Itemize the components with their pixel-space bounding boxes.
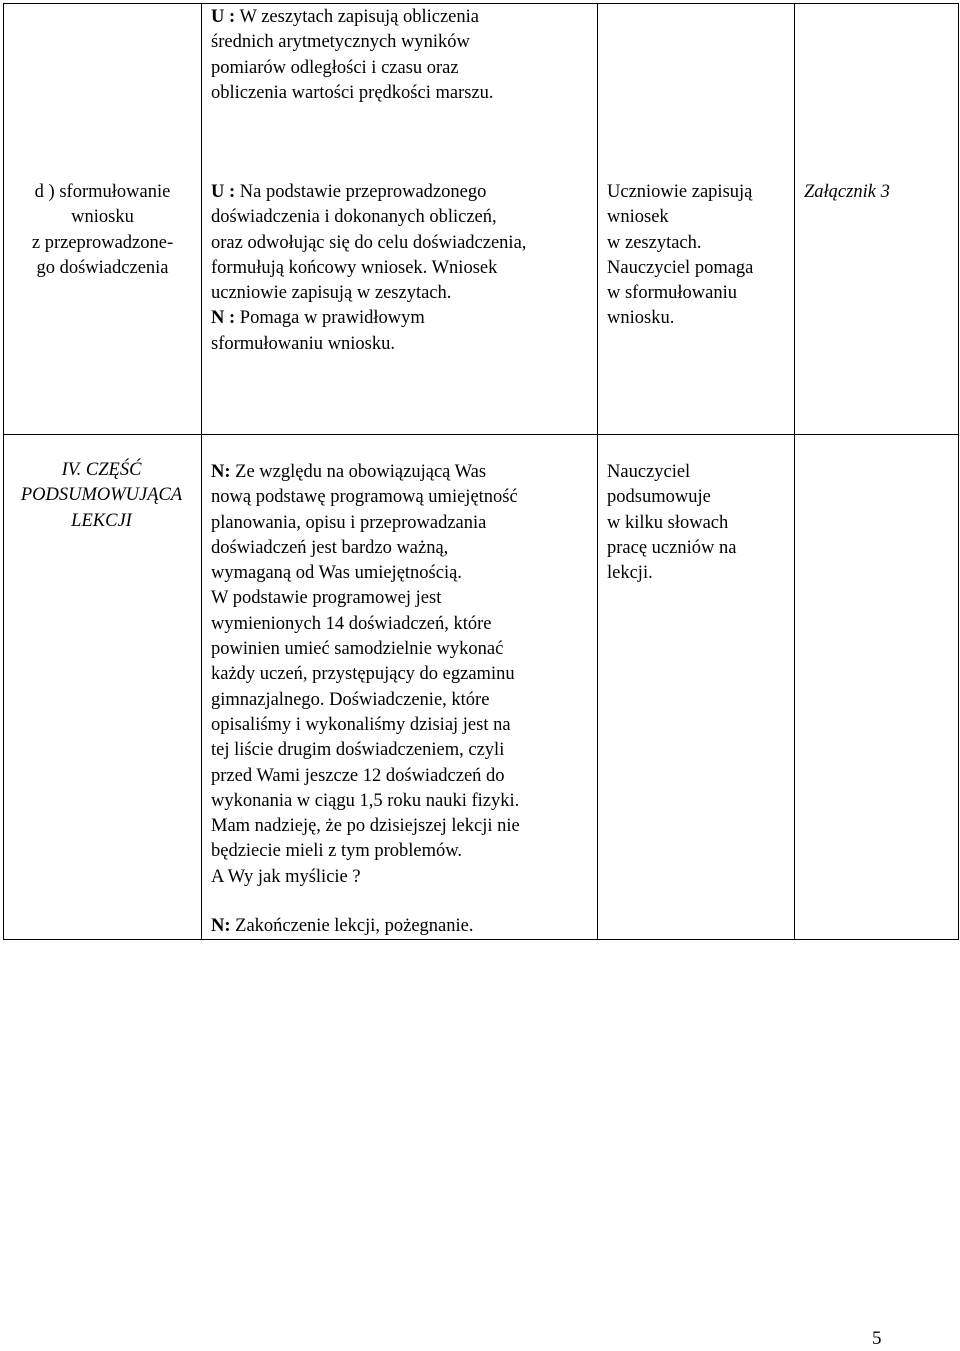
student-prefix: U : xyxy=(211,182,236,202)
table-border xyxy=(597,3,598,940)
teacher-prefix: N : xyxy=(211,308,236,329)
conclusion-method-cell: Uczniowie zapisują wniosek w zeszytach. Nauczyciel pomaga w sformułowaniu wniosku. xyxy=(607,182,754,329)
conclusion-activity-cell xyxy=(211,180,593,357)
student-prefix: U : xyxy=(211,7,236,27)
activity-text: W zeszytach zapisują obliczenia średnich arytmetycznych wyników pomiarów odległości i czasu oraz obliczenia wartości prędkości marszu. xyxy=(211,7,494,103)
table-border xyxy=(3,3,959,4)
table-border xyxy=(794,3,795,940)
top-activity-cell xyxy=(211,5,591,106)
conclusion-stage-cell: d ) sformułowanie wniosku z przeprowadzone- go doświadczenia xyxy=(31,182,174,278)
table-border xyxy=(3,3,4,940)
page-number: 5 xyxy=(872,1328,882,1349)
activity-text: Na podstawie przeprowadzonego doświadczenia i dokonanych obliczeń, oraz odwołując się do celu doświadczenia, formułują końcowy wniosek. Wniosek uczniowie zapisują w zeszytach. xyxy=(211,182,527,304)
teacher-prefix: N: xyxy=(211,462,231,482)
teacher-prefix: N: xyxy=(211,916,231,936)
summary-method-cell: Nauczyciel podsumowuje w kilku słowach pracę uczniów na lekcji. xyxy=(607,462,737,584)
table-border xyxy=(201,3,202,940)
table-border xyxy=(958,3,959,940)
closing-text: Zakończenie lekcji, pożegnanie. xyxy=(230,916,474,936)
table-border xyxy=(3,434,959,435)
teacher-text: Pomaga w prawidłowym sformułowaniu wniosku. xyxy=(211,308,425,354)
summary-stage-cell: IV. CZĘŚĆ PODSUMOWUJĄCA LEKCJI xyxy=(20,460,183,531)
summary-activity-cell xyxy=(211,460,595,890)
attachment-label: Załącznik 3 xyxy=(804,182,890,202)
summary-text: Ze względu na obowiązującą Was nową podstawę programową umiejętność planowania, opisu i przeprowadzania doświadczeń jest bardzo ważną, wymaganą od Was umiejętnością. W podstawie programowej jest wymienionych 14 doświadczeń, które powinien umieć samodzielnie wykonać każdy uczeń, przystępujący do egzaminu gimnazjalnego. Doświadczenie, które opisaliśmy i wykonaliśmy dzisiaj jest na tej liście drugim doświadczeniem, czyli przed Wami jeszcze 12 doświadczeń do wykonania w ciągu 1,5 roku nauki fizyki. Mam nadzieję, że po dzisiejszej lekcji nie będziecie mieli z tym problemów. A Wy jak myślicie ? xyxy=(211,462,520,887)
closing-line xyxy=(211,914,595,939)
